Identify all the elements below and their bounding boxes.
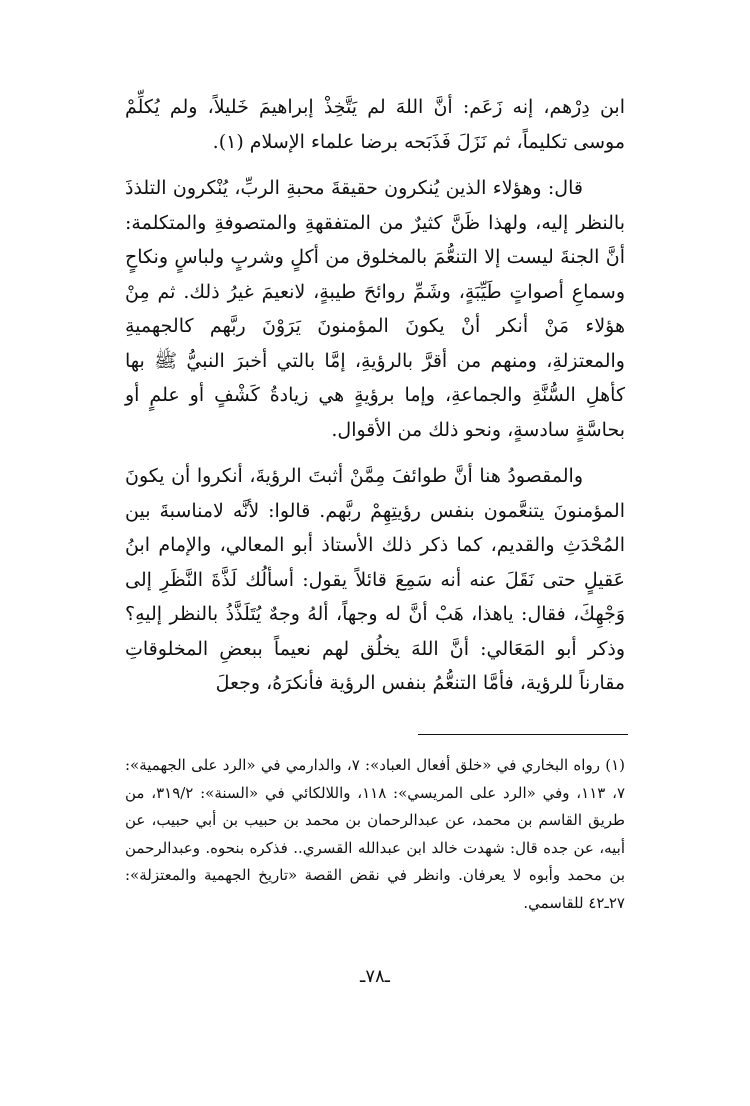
footnote-separator	[418, 734, 628, 735]
main-text	[125, 90, 625, 713]
footnotes	[125, 752, 625, 917]
footnote-1: (١) رواه البخاري في «خلق أفعال العباد»: ٧، والدارمي في «الرد على الجهمية»: ٧، ١١٣، وفي «الرد على المريسي»: ١١٨، واللالكائي في «السنة»: ٣١٩/٢، من طريق القاسم بن محمد، عن عبدالرحمان بن محمد بن حبيب بن أبي حبيب، عن أبيه، عن جده قال: شهدت خالد ابن عبدالله القسري.. فذكره بنحوه. وعبدالرحمن بن محمد وأبوه لا يعرفان. وانظر في نقض القصة «تاريخ الجهمية والمعتزلة»: ٢٧ـ٤٢ للقاسمي.	[125, 756, 626, 912]
paragraph-2: قال: وهؤلاء الذين يُنكرون حقيقةَ محبةِ الربِّ، يُنْكرون التلذذَ بالنظر إليه، ولهذا ظَنَّ كثيرٌ من المتفقهةِ والمتصوفةِ والمتكلمة: أنَّ الجنةَ ليست إلا التنعُّمَ بالمخلوق من أكلٍ وشربٍ ولباسٍ ونكاحٍ وسماعِ أصواتٍ طَيِّبَةٍ، وشَمِّ روائحَ طيبةٍ، لانعيمَ غيرُ ذلك. ثم مِنْ هؤلاء مَنْ أنكر أنْ يكونَ المؤمنونَ يَرَوْنَ ربَّهم كالجهميةِ والمعتزلةِ، ومنهم من أقرَّ بالرؤيةِ، إمَّا بالتي أخبرَ النبيُّ ﷺ بها كأهلِ السُّنَّةِ والجماعةِ، وإما برؤيةٍ هي زيادةُ كَشْفٍ أو علمٍ أو بحاسَّةٍ سادسةٍ، ونحو ذلك من الأقوال.	[125, 177, 625, 441]
page-number: ـ٧٨ـ	[360, 966, 390, 987]
paragraph-1: ابن دِرْهم، إنه زَعَم: أنَّ اللهَ لم يَتَّخِذْ إبراهيمَ خَليلاً، ولم يُكلِّمْ موسى تكليماً، ثم نَزَلَ فَذَبَحه برضا علماء الإسلام (١).	[125, 96, 625, 153]
paragraph-3: والمقصودُ هنا أنَّ طوائفَ مِمَّنْ أثبتَ الرؤيةَ، أنكروا أن يكونَ المؤمنونَ يتنعَّمون بنفس رؤيتِهِمْ ربَّهم. قالوا: لأنَّه لامناسبةَ بين المُحْدَثِ والقديم، كما ذكر ذلك الأستاذ أبو المعالي، والإمام ابنُ عَقيلٍ حتى نَقَلَ عنه أنه سَمِعَ قائلاً يقول: أسألُك لَذَّةَ النَّظَرِ إلى وَجْهِكَ، فقال: ياهذا، هَبْ أنَّ له وجهاً، ألهُ وجهٌ يُتَلَذَّذُ بالنظر إليهِ؟ وذكر أبو المَعَالي: أنَّ اللهَ يخلُق لهم نعيماً ببعضِ المخلوقاتِ مقارناً للرؤية، فأمَّا التنعُّمُ بنفس الرؤية فأنكرَهُ، وجعلَ	[125, 465, 625, 694]
